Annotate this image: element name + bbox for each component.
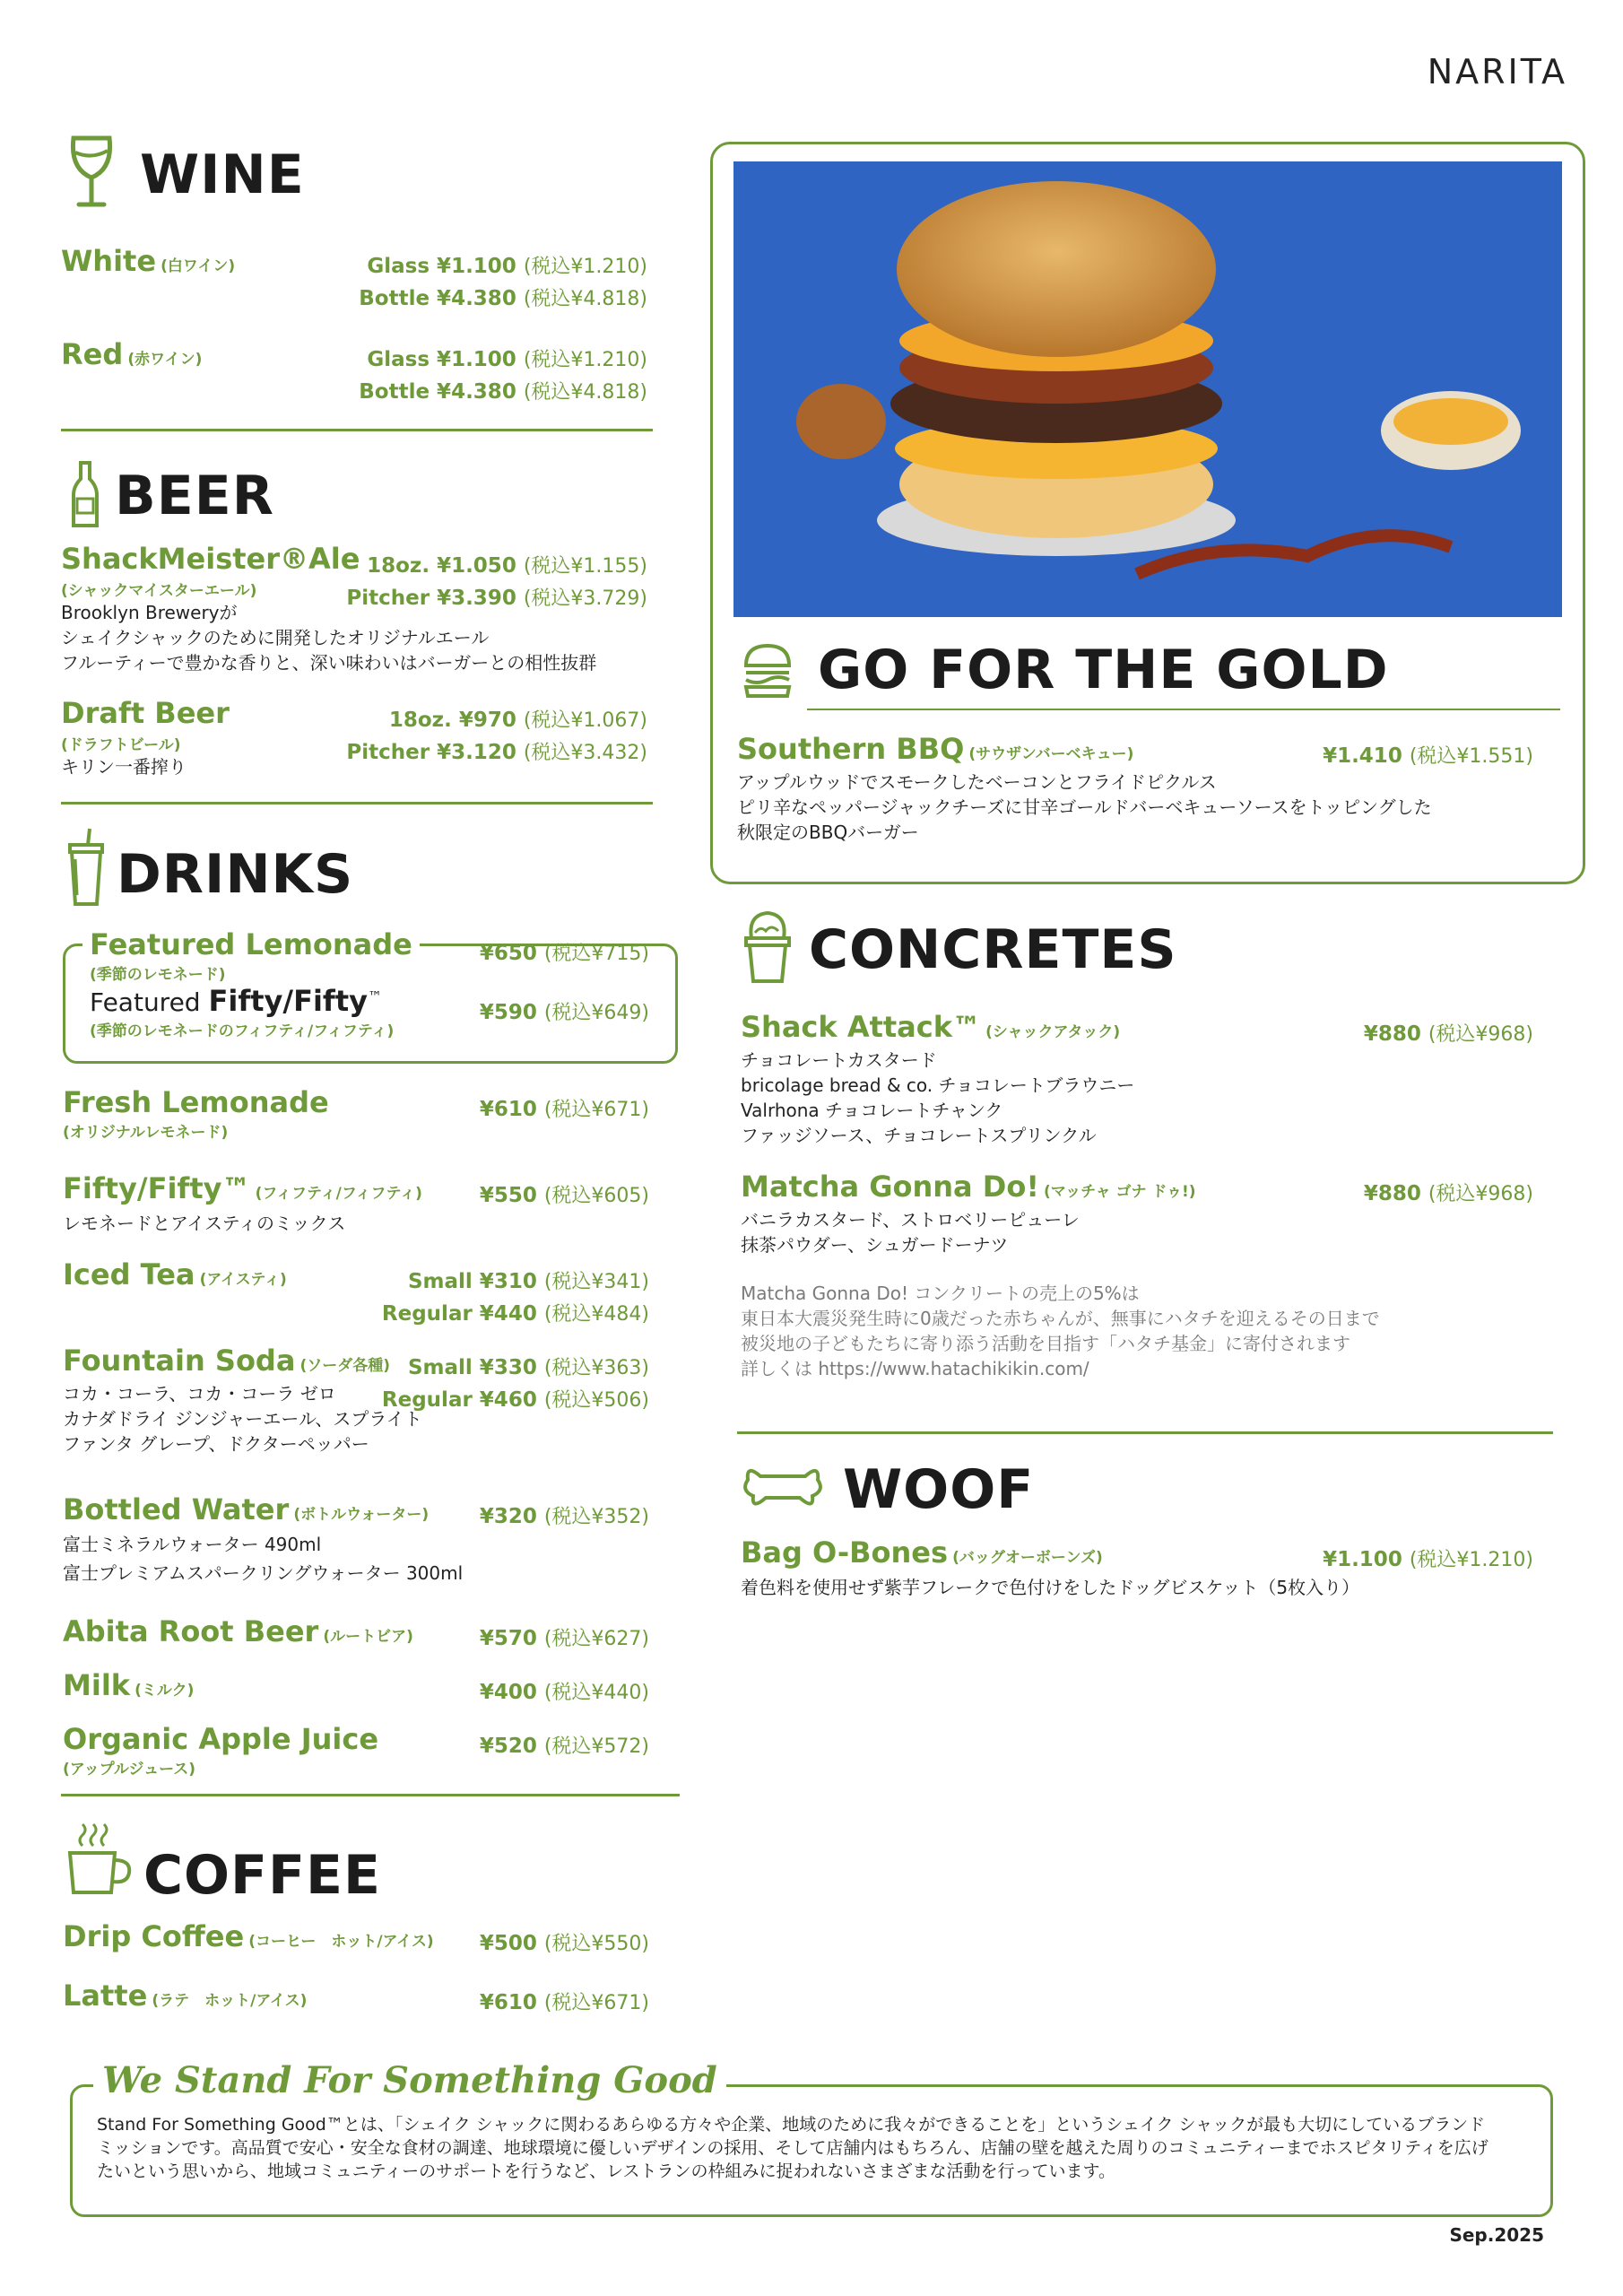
beer-shackmeister-row: ShackMeister®Ale (シャックマイスターエール) Brooklyn Breweryが シェイクシャックのために開発したオリジナルエール フルーティーで豊かな香りと、深い味わいはバーガーとの相性抜群 18oz. ¥1.050 (税込¥1.155) Pitcher ¥3.390 (税込¥3.729) (61, 542, 647, 674)
concretes-heading: CONCRETES (809, 918, 1177, 981)
gold-heading: GO FOR THE GOLD (818, 639, 1389, 701)
burger-icon (742, 642, 793, 700)
stand-text: Stand For Something Good™とは、「シェイク シャックに関わるあらゆる方々や企業、地域のために我々ができることを」というシェイク シャックが最も大切にしているブランド ミッションです。高品質で安心・安全な食材の調達、地球環境に優しいデザインの採用、そして店舗内はもちろん、店舗の壁を越えた周りのコミュニティーまでホスピタリティを広げ たいという思いから、地域コミュニティーのサポートを行うなど、レストランの枠組みに捉われないさまざまな活動を行っています。 (97, 2115, 1488, 2181)
concrete-matcha-row: Matcha Gonna Do! (マッチャ ゴナ ドゥ!) バニラカスタード、ストロベリーピューレ 抹茶パウダー、シュガードーナツ ¥880 (税込¥968) (741, 1170, 1533, 1256)
drink-fountain-soda-row: Fountain Soda (ソーダ各種) コカ・コーラ、コカ・コーラ ゼロ カナダドライ ジンジャーエール、スプライト ファンタ グレープ、ドクターペッパー Small ¥330 (税込¥363) Regular ¥460 (税込¥506) (63, 1344, 649, 1455)
wine-glass-icon (66, 133, 117, 210)
item-sub: (白ワイン) (161, 257, 236, 275)
stand-title: We Stand For Something Good (93, 2059, 726, 2101)
drink-iced-tea-row: Iced Tea (アイスティ) Small ¥310 (税込¥341) Regular ¥440 (税込¥484) (63, 1257, 649, 1326)
featured-lemonade-row: Featured Lemonade (季節のレモネード) Featured Fifty/Fifty™ (季節のレモネードのフィフティ/フィフティ) ¥650 (税込¥715) ¥590 (税込¥649) (82, 927, 649, 1053)
item-desc-line: フルーティーで豊かな香りと、深い味わいはバーガーとの相性抜群 (61, 652, 597, 674)
item-name: Draft Beer (61, 696, 230, 730)
item-sub: (季節のレモネードのフィフティ/フィフティ) (90, 1022, 395, 1040)
concrete-cup-icon (742, 908, 793, 985)
drink-root-beer-row: Abita Root Beer (ルートビア) ¥570 (税込¥627) (63, 1614, 649, 1650)
woof-heading: WOOF (843, 1458, 1035, 1521)
item-desc-line: シェイクシャックのために開発したオリジナルエール (61, 627, 490, 648)
drink-milk-row: Milk (ミルク) ¥400 (税込¥440) (63, 1668, 649, 1704)
divider (61, 429, 653, 431)
divider (737, 1431, 1553, 1434)
divider (61, 1794, 680, 1796)
wine-red-row: Red (赤ワイン) Glass ¥1.100 (税込¥1.210) Bottle ¥4.380 (税込¥4.818) (61, 337, 647, 404)
hatachi-note: Matcha Gonna Do! コンクリートの売上の5%は 東日本大震災発生時に0歳だった赤ちゃんが、無事にハタチを迎えるその日まで 被災地の子どもたちに寄り添う活動を目指す「ハタチ基金」に寄付されます 詳しくは https://www.hatachikikin.com/ (741, 1283, 1380, 1379)
coffee-cup-icon (66, 1821, 135, 1896)
bone-icon (742, 1460, 823, 1512)
concrete-shack-attack-row: Shack Attack™ (シャックアタック) チョコレートカスタード bricolage bread & co. チョコレートブラウニー Valrhona チョコレートチャンク ファッジソース、チョコレートスプリンクル ¥880 (税込¥968) (741, 1010, 1533, 1146)
featured-fifty-name: Featured Fifty/Fifty™ (90, 984, 382, 1018)
divider (807, 709, 1560, 710)
drinks-heading: DRINKS (117, 843, 354, 906)
coffee-heading: COFFEE (143, 1844, 381, 1907)
divider (61, 802, 653, 804)
date-label: Sep.2025 (1449, 2224, 1544, 2246)
item-sub: (ドラフトビール) (61, 736, 181, 754)
location-label: NARITA (1427, 52, 1567, 91)
wine-white-row: White (白ワイン) Glass ¥1.100 (税込¥1.210) Bottle ¥4.380 (税込¥4.818) (61, 244, 647, 310)
drink-bottled-water-row: Bottled Water (ボトルウォーター) 富士ミネラルウォーター 490ml 富士プレミアムスパークリングウォーター 300ml ¥320 (税込¥352) (63, 1492, 649, 1584)
beer-bottle-icon (70, 459, 100, 529)
woof-bag-o-bones-row: Bag O-Bones (バッグオーボーンズ) 着色料を使用せず紫芋フレークで色付けをしたドッグビスケット（5枚入り） ¥1.100 (税込¥1.210) (741, 1535, 1533, 1598)
item-name: White (61, 244, 157, 278)
beer-draft-row: Draft Beer (ドラフトビール) キリン一番搾り 18oz. ¥970 (税込¥1.067) Pitcher ¥3.120 (税込¥3.432) (61, 696, 647, 778)
wine-heading: WINE (140, 144, 305, 206)
beer-heading: BEER (115, 465, 274, 527)
drink-apple-juice-row: Organic Apple Juice (アップルジュース) ¥520 (税込¥572) (63, 1722, 649, 1779)
gold-southern-bbq-row: Southern BBQ (サウザンバーベキュー) アップルウッドでスモークしたベーコンとフライドピクルス ピリ辛なペッパージャックチーズに甘辛ゴールドバーベキューソースをトッピングした 秋限定のBBQバーガー ¥1.410 (税込¥1.551) (737, 732, 1533, 843)
burger-photo (733, 161, 1562, 617)
item-name: Featured Lemonade (82, 927, 420, 961)
drink-fresh-lemonade-row: Fresh Lemonade (オリジナルレモネード) ¥610 (税込¥671) (63, 1085, 649, 1142)
item-name: ShackMeister®Ale (61, 542, 360, 576)
item-name: Red (61, 337, 124, 371)
item-sub: (季節のレモネード) (90, 966, 226, 984)
item-desc-line: キリン一番搾り (61, 756, 187, 778)
drink-fifty-fifty-row: Fifty/Fifty™ (フィフティ/フィフティ) レモネードとアイスティのミックス ¥550 (税込¥605) (63, 1171, 649, 1234)
item-desc-line: Brooklyn Breweryが (61, 602, 238, 623)
coffee-latte-row: Latte (ラテ ホット/アイス) ¥610 (税込¥671) (63, 1979, 649, 2014)
coffee-drip-row: Drip Coffee (コーヒー ホット/アイス) ¥500 (税込¥550) (63, 1919, 649, 1955)
item-sub: (赤ワイン) (127, 351, 203, 369)
drink-cup-icon (66, 827, 106, 908)
item-sub: (シャックマイスターエール) (61, 582, 257, 600)
